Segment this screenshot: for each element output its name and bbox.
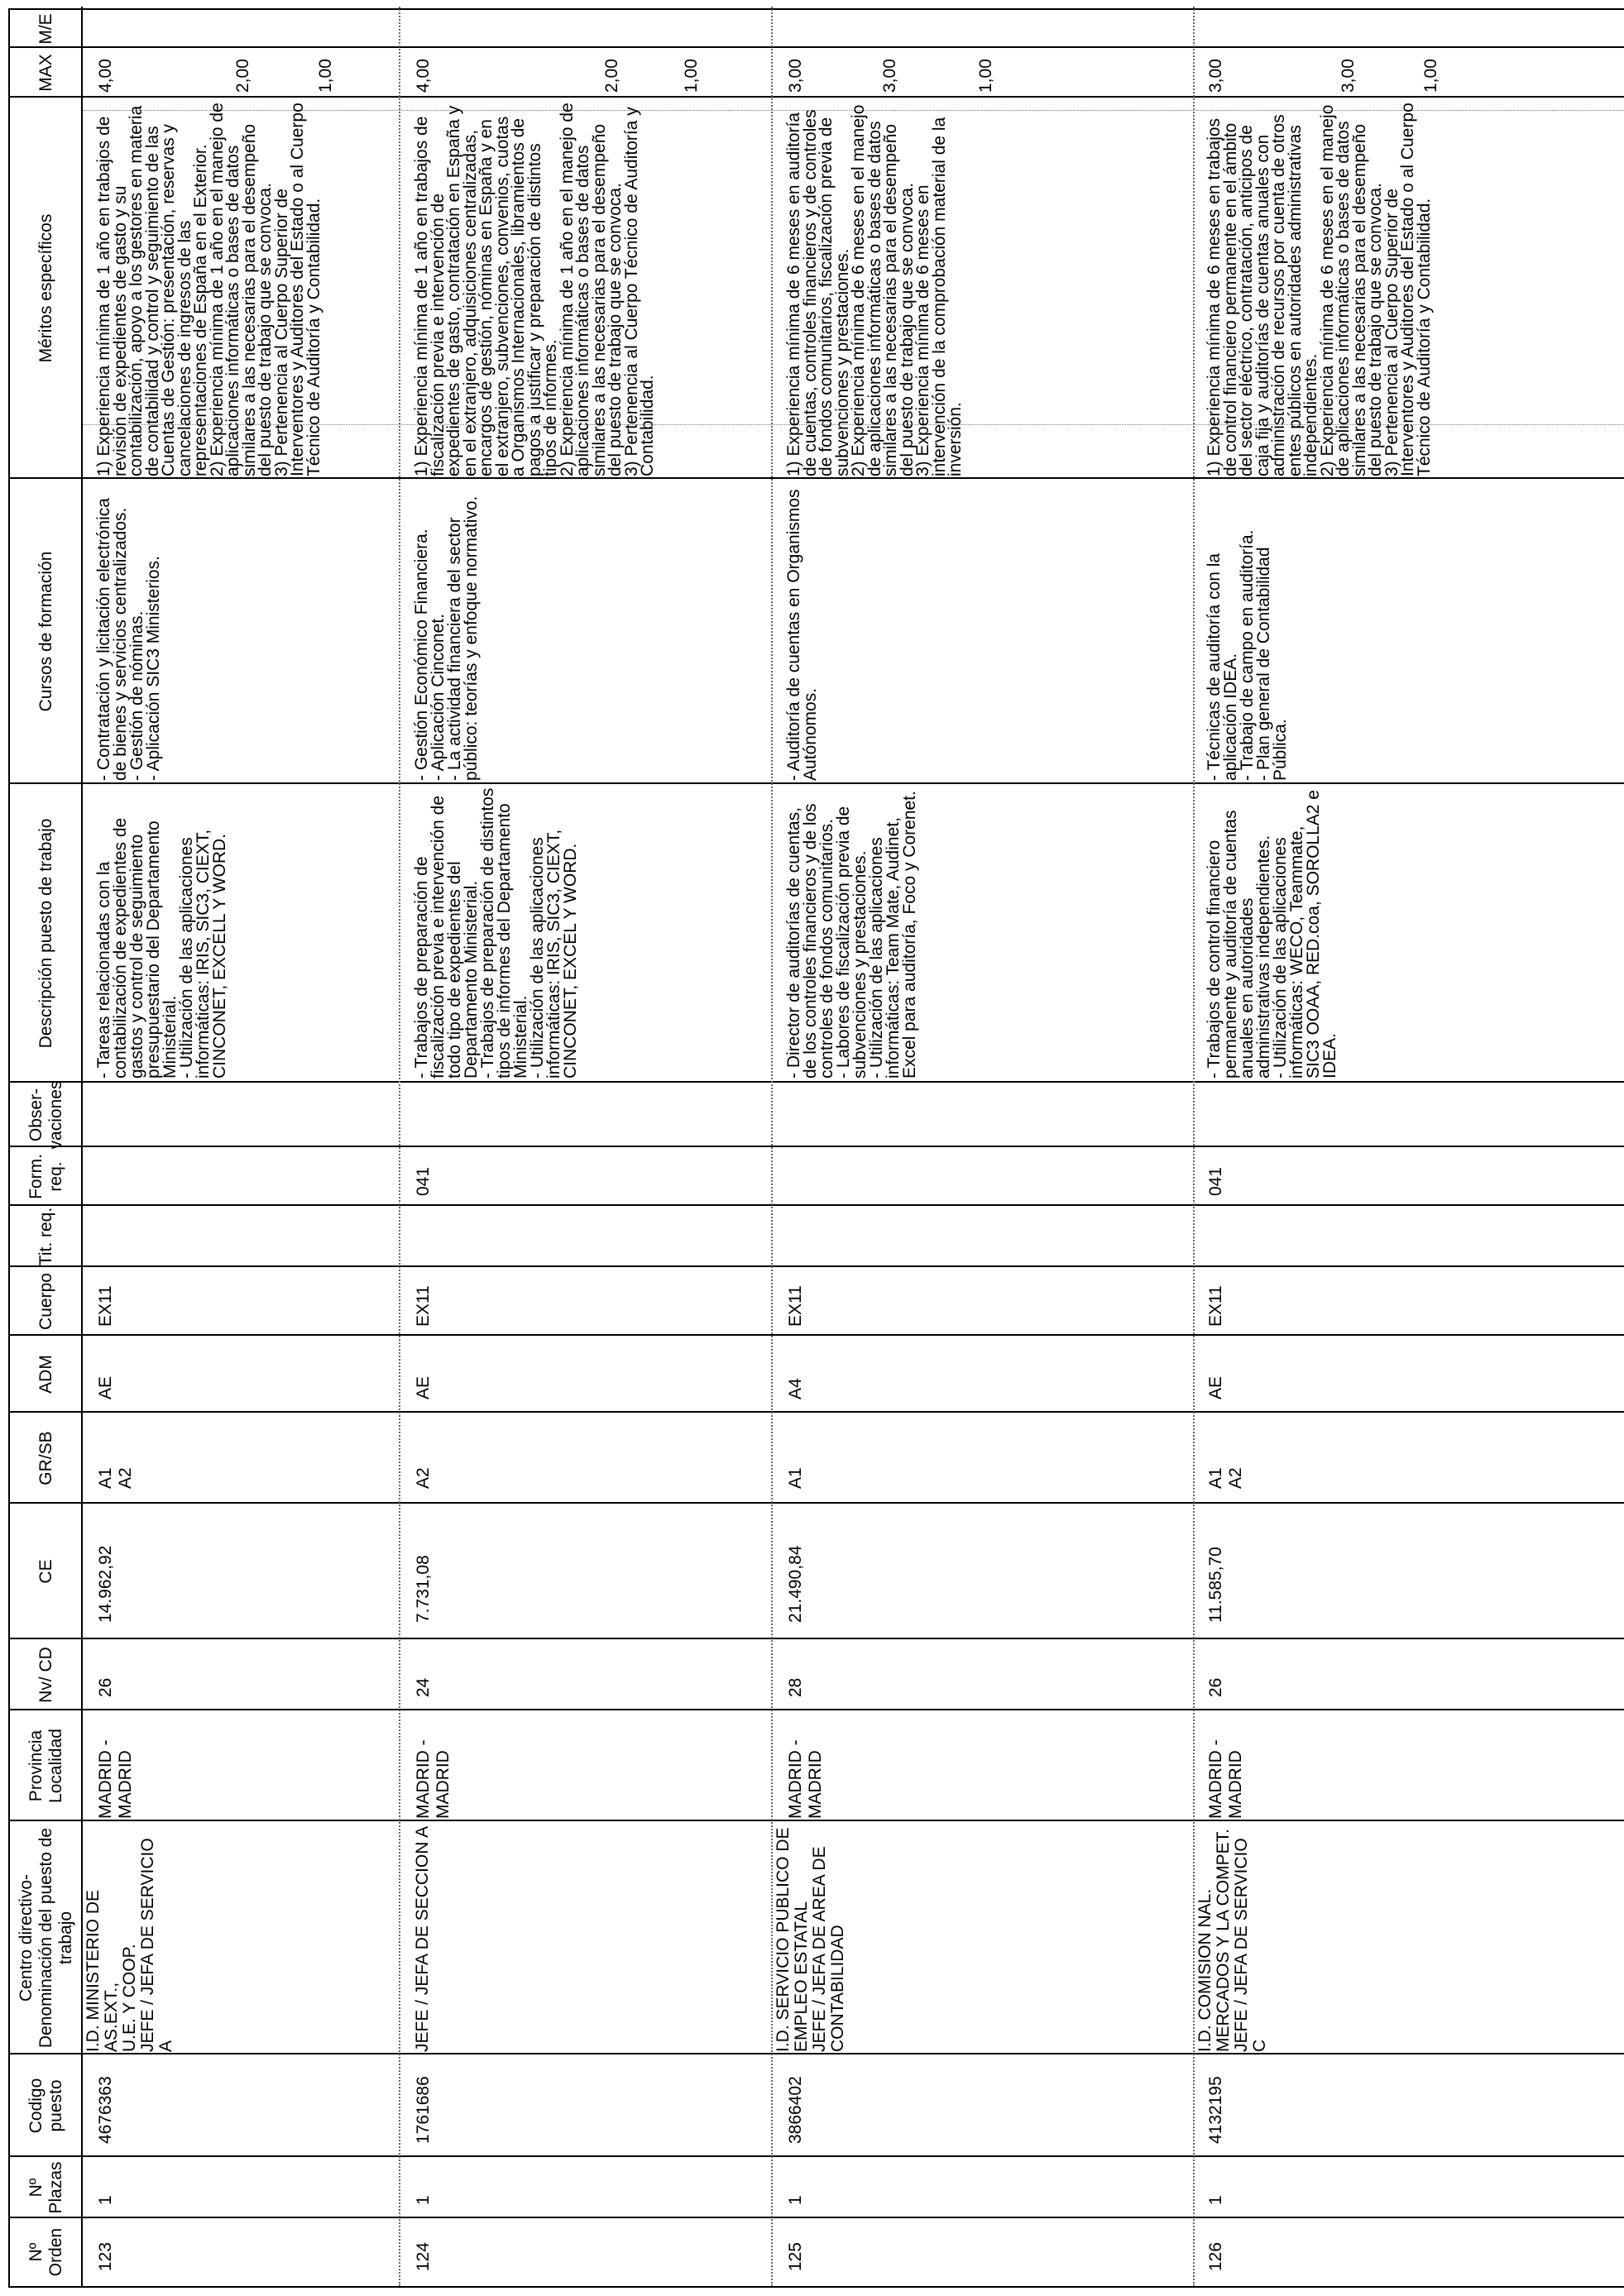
header-me: M/E — [36, 13, 55, 45]
header-adm: ADM — [36, 1355, 55, 1394]
centro-cell: I.D. SERVICIO PUBLICO DE EMPLEO ESTATAL JEFE / JEFA DE AREA DE CONTABILIDAD — [774, 1827, 847, 2052]
grupo-cell: A1 A2 — [96, 1467, 135, 1489]
max-cell: 1,00 — [976, 59, 995, 93]
orden-cell: 124 — [414, 2241, 433, 2271]
nivel-cell: 28 — [786, 1677, 805, 1697]
codigo-cell: 3866402 — [786, 2076, 805, 2144]
descripcion-cell: - Tareas relacionadas con la contabilización de expedientes de gastos y control de seguimiento presupuestario del Departamento Ministerial. - Utilización de las aplicaciones informáticas: IRIS, SIC3, CIEXT, CINCONET, EXCELL Y WORD. — [94, 817, 229, 1079]
max-cell: 4,00 — [414, 59, 433, 93]
formacion-cell: 041 — [1206, 1166, 1225, 1196]
ce-cell: 11.585,70 — [1206, 1547, 1225, 1623]
orden-cell: 125 — [786, 2241, 805, 2271]
max-cell: 1,00 — [316, 59, 335, 93]
header-meritos: Méritos específicos — [36, 213, 55, 363]
ce-cell: 7.731,08 — [414, 1555, 433, 1623]
adm-cell: AE — [96, 1375, 115, 1399]
nivel-cell: 26 — [96, 1677, 115, 1697]
centro-cell: I.D. COMISION NAL. MERCADOS Y LA COMPET. JEFE / JEFA DE SERVICIO C — [1195, 1829, 1269, 2052]
cursos-cell: - Auditoría de cuentas en Organismos Autónomos. — [784, 485, 820, 781]
meritos-cell: 1) Experiencia mínima de 1 año en trabajos de revisión de expedientes de gasto y su contabilización, apoyo a los gestores en materia de contabilidad y control y seguimiento de las Cuentas de Gestión: presentación, reservas y cancelaciones de ingresos de las representaciones de España en el Exterior. 2) Experiencia mínima de 1 año en el manejo de aplicaciones informáticas o bases de datos similares a las necesarias para el desempeño del puesto de trabajo que se convoca. 3) Pertenencia al Cuerpo Superior de Interventores y Auditores del Estado o al Cuerpo Técnico de Auditoría y Contabilidad. — [94, 103, 323, 476]
header-formacion: Form. req. — [26, 1154, 65, 1199]
provincia-cell: MADRID - MADRID — [1206, 1739, 1245, 1819]
header-max: MAX — [36, 54, 55, 92]
provincia-cell: MADRID - MADRID — [414, 1739, 453, 1819]
max-cell: 2,00 — [602, 59, 621, 93]
header-cursos: Cursos de formación — [36, 551, 55, 712]
formacion-cell: 041 — [414, 1166, 433, 1196]
header-provincia: Provincia Localidad — [26, 1729, 65, 1803]
max-cell: 3,00 — [1206, 59, 1225, 93]
header-nivel: Nv/ CD — [36, 1647, 55, 1703]
plazas-cell: 1 — [96, 2195, 115, 2205]
cursos-cell: - Contratación y licitación electrónica de bienes y servicios centralizados. - Gestión de nóminas. - Aplicación SIC3 Ministerios. — [94, 498, 163, 781]
ce-cell: 14.962,92 — [96, 1545, 115, 1623]
adm-cell: AE — [414, 1375, 433, 1399]
header-orden: Nº Orden — [26, 2227, 65, 2277]
meritos-cell: 1) Experiencia mínima de 1 año en trabajos de fiscalización previa e intervención de expedientes de gasto, contratación en España y en el extranjero, adquisiciones centralizadas, encargos de gestión, nóminas en España y en el extranjero, subvenciones, convenios, cuotas a Organismos Internacionales, libramientos de pagos a justificar y preparación de distintos tipos de informes. 2) Experiencia mínima de 1 año en el manejo de aplicaciones informáticas o bases de datos similares a las necesarias para el desempeño del puesto de trabajo que se convoca. 3) Pertenencia al Cuerpo Técnico de Auditoría y Contabilidad. — [412, 103, 657, 476]
cuerpo-cell: EX11 — [96, 1285, 115, 1327]
cursos-cell: - Técnicas de auditoría con la aplicación IDEA. - Trabajo de campo en auditoría. - Plan general de Contabilidad Pública. — [1205, 529, 1290, 781]
codigo-cell: 1761686 — [414, 2076, 433, 2144]
max-cell: 3,00 — [1339, 59, 1358, 93]
provincia-cell: MADRID - MADRID — [786, 1739, 825, 1819]
header-cuerpo: Cuerpo — [36, 1273, 55, 1330]
grupo-cell: A1 — [786, 1467, 805, 1489]
header-plazas: Nº Plazas — [26, 2161, 65, 2214]
plazas-cell: 1 — [414, 2195, 433, 2205]
plazas-cell: 1 — [786, 2195, 805, 2205]
codigo-cell: 4132195 — [1206, 2076, 1225, 2144]
vacancies-table — [8, 8, 1624, 2288]
cuerpo-cell: EX11 — [414, 1285, 433, 1327]
adm-cell: A4 — [786, 1378, 805, 1399]
cuerpo-cell: EX11 — [786, 1285, 805, 1327]
cursos-cell: - Gestión Económico Financiera. - Aplicación Cinconet. - La actividad financiera del sector público: teorías y enfoque normativo. — [412, 495, 481, 781]
max-cell: 1,00 — [682, 59, 701, 93]
centro-cell: I.D. MINISTERIO DE AS.EXT., U.E. Y COOP. JEFE / JEFA DE SERVICIO A — [84, 1838, 175, 2052]
max-cell: 3,00 — [880, 59, 899, 93]
header-titulacion: Tit. req. — [36, 1207, 55, 1266]
adm-cell: AE — [1206, 1375, 1225, 1399]
grupo-cell: A1 A2 — [1206, 1467, 1245, 1489]
max-cell: 4,00 — [96, 59, 115, 93]
max-cell: 2,00 — [233, 59, 252, 93]
header-ce: CE — [36, 1559, 55, 1584]
ce-cell: 21.490,84 — [786, 1545, 805, 1623]
max-cell: 3,00 — [786, 59, 805, 93]
provincia-cell: MADRID - MADRID — [96, 1739, 135, 1819]
meritos-cell: 1) Experiencia mínima de 6 meses en auditoría de cuentas, controles financieros y de controles de fondos comunitarios, fiscalización previa de subvenciones y prestaciones. 2) Experiencia mínima de 6 meses en el manejo de aplicaciones informáticas o bases de datos similares a las necesarias para el desempeño del puesto de trabajo que se convoca. 3) Experiencia mínima de 6 meses en intervención de la comprobación material de la inversión. — [784, 104, 965, 476]
plazas-cell: 1 — [1206, 2195, 1225, 2205]
header-observaciones: Obser- vaciones — [26, 1080, 65, 1150]
header-centro: Centro directivo- Denominación del puesto de trabajo — [17, 1827, 75, 2049]
header-grupo: GR/SB — [36, 1431, 55, 1485]
nivel-cell: 24 — [414, 1677, 433, 1697]
header-codigo: Codigo puesto — [26, 2078, 65, 2134]
descripcion-cell: - Trabajos de control financiero permanente y auditoría de cuentas anuales en autoridades administrativas independientes. - Utilización de las aplicaciones informáticas: WECO, Teammate, SIC3 OOAA, RED.coa, SOROLLA2 e IDEA. — [1205, 790, 1339, 1079]
meritos-cell: 1) Experiencia mínima de 6 meses en trabajos de control financiero permanente en el ámbito del sector eléctrico, contratación, anticipos de caja fija y auditorías de cuentas anuales con administración de recursos por cuenta de otros entes públicos en autoridades administrativas independientes. 2) Experiencia mínima de 6 meses en el manejo de aplicaciones informáticas o bases de datos similares a las necesarias para el desempeño del puesto de trabajo que se convoca. 3) Pertenencia al Cuerpo Superior de Interventores y Auditores del Estado o al Cuerpo Técnico de Auditoría y Contabilidad. — [1205, 103, 1434, 476]
grupo-cell: A2 — [414, 1467, 433, 1489]
orden-cell: 123 — [96, 2241, 115, 2271]
cuerpo-cell: EX11 — [1206, 1285, 1225, 1327]
descripcion-cell: - Trabajos de preparación de fiscalización previa e intervención de todo tipo de expedientes del Departamento Ministerial. - Trabajos de preparación de distintos tipos de informes del Departamento Ministerial. - Utilización de las aplicaciones informáticas: IRIS, SIC3, CIEXT, CINCONET, EXCEL Y WORD. — [412, 787, 580, 1079]
nivel-cell: 26 — [1206, 1677, 1225, 1697]
centro-cell: JEFE / JEFA DE SECCION A — [413, 1825, 432, 2052]
header-descripcion: Descripción puesto de trabajo — [36, 818, 55, 1049]
descripcion-cell: - Director de auditorías de cuentas, de los controles financieros y de los controles de fondos comunitarios. - Labores de fiscalización previa de subvenciones y prestaciones. - Utilización de las aplicaciones informáticas: Team Mate, Audinet, Excel para auditoría, Foco y Corenet. — [784, 791, 919, 1079]
codigo-cell: 4676363 — [96, 2076, 115, 2144]
max-cell: 1,00 — [1421, 59, 1440, 93]
orden-cell: 126 — [1206, 2241, 1225, 2271]
